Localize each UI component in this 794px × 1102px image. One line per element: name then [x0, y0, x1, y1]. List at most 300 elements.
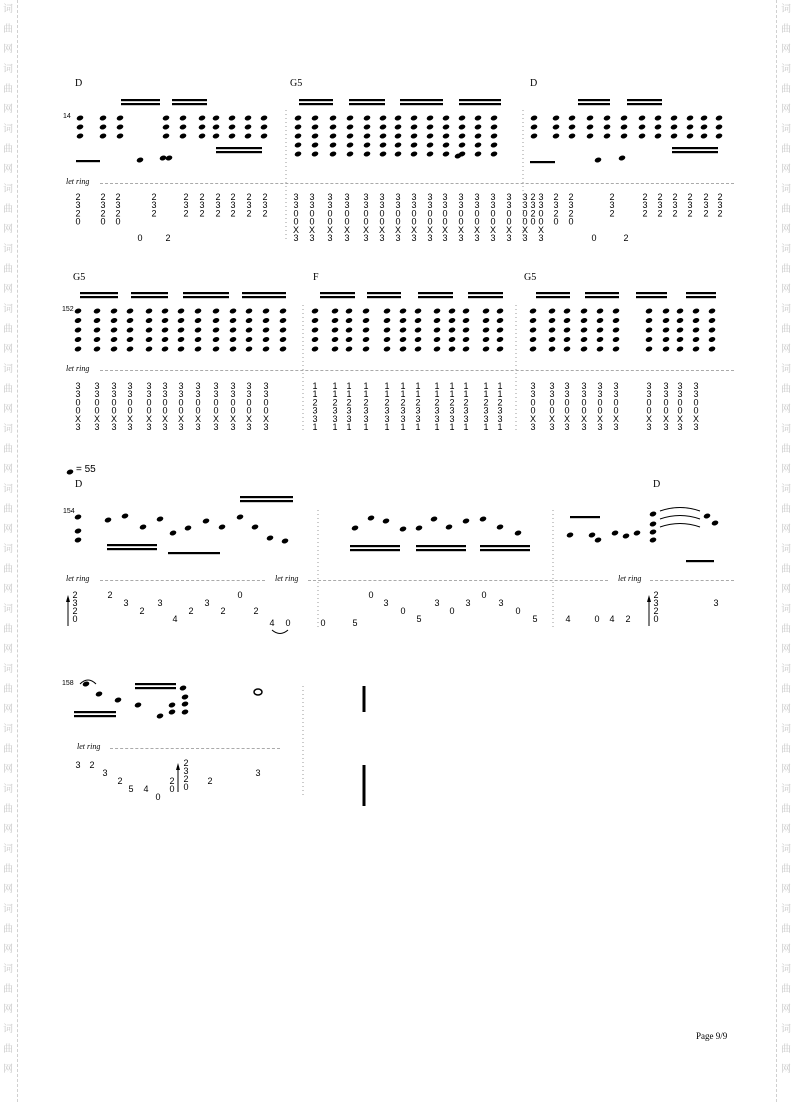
- beam: [299, 99, 333, 101]
- tab-number: 0: [237, 590, 243, 600]
- tab-number: 3: [642, 200, 648, 211]
- watermark-glyph: 网: [3, 44, 13, 55]
- tab-number: 3: [263, 422, 269, 432]
- tab-number: 3: [75, 200, 81, 211]
- beam: [216, 151, 262, 153]
- watermark-glyph: 曲: [781, 924, 791, 935]
- tab-number: 0: [75, 216, 81, 227]
- tab-number: X: [177, 413, 185, 424]
- tab-number: 3: [530, 389, 536, 400]
- notehead: [311, 336, 319, 343]
- tab-number: 0: [195, 397, 201, 408]
- notehead: [245, 317, 253, 324]
- tab-number: 3: [434, 598, 440, 608]
- arpeggio-arrowhead: [66, 595, 70, 602]
- tab-number: 0: [400, 606, 406, 616]
- tab-number: 2: [183, 208, 189, 219]
- notehead: [218, 524, 226, 531]
- notehead: [311, 124, 319, 131]
- notehead: [212, 317, 220, 324]
- tab-number: 0: [213, 397, 219, 408]
- tab-number: 0: [115, 216, 121, 227]
- tab-number: 1: [463, 389, 469, 400]
- beam: [459, 103, 501, 105]
- tab-number: 3: [111, 422, 117, 432]
- tab-number: 2: [215, 208, 221, 219]
- notehead: [93, 308, 101, 315]
- tab-number: 3: [344, 200, 350, 211]
- tab-number: 0: [162, 397, 168, 408]
- notehead: [612, 317, 620, 324]
- tab-number: 3: [657, 200, 663, 211]
- tab-number: 5: [352, 618, 358, 628]
- watermark-glyph: 曲: [781, 984, 791, 995]
- tab-number: 1: [332, 389, 338, 400]
- notehead: [692, 346, 700, 353]
- tab-number: 3: [449, 405, 455, 416]
- notehead: [670, 124, 678, 131]
- tab-number: 0: [230, 405, 236, 416]
- notehead: [490, 142, 498, 149]
- notehead: [670, 115, 678, 122]
- notehead: [345, 308, 353, 315]
- beam: [636, 292, 667, 294]
- tab-number: 1: [312, 381, 318, 391]
- notehead: [676, 327, 684, 334]
- watermark-glyph: 词: [781, 664, 791, 675]
- notehead: [563, 346, 571, 353]
- notehead: [676, 346, 684, 353]
- notehead: [448, 327, 456, 334]
- notehead: [212, 336, 220, 343]
- tab-number: 0: [427, 208, 433, 219]
- tab-number: 0: [597, 405, 603, 416]
- notehead: [95, 691, 103, 698]
- tab-number: 3: [395, 233, 401, 243]
- beam: [240, 500, 293, 502]
- tab-number: 2: [434, 397, 440, 408]
- tab-number: 3: [564, 389, 570, 400]
- tab-number: 3: [72, 598, 78, 608]
- tab-number: 2: [717, 192, 723, 202]
- notehead: [251, 524, 259, 531]
- tab-number: 3: [263, 389, 269, 400]
- notehead: [198, 133, 206, 140]
- notehead: [548, 336, 556, 343]
- notehead: [145, 327, 153, 334]
- beam: [418, 292, 453, 294]
- watermark-glyph: 网: [3, 1064, 13, 1075]
- notehead: [194, 308, 202, 315]
- watermark-glyph: 词: [3, 844, 13, 855]
- tab-number: 1: [434, 381, 440, 391]
- watermark-glyph: 词: [781, 424, 791, 435]
- tab-number: 3: [146, 422, 152, 432]
- whole-note: [254, 689, 262, 695]
- watermark-glyph: 曲: [3, 744, 13, 755]
- notehead: [410, 133, 418, 140]
- watermark-glyph: 网: [3, 284, 13, 295]
- tab-number: 5: [532, 614, 538, 624]
- notehead: [331, 346, 339, 353]
- tie: [660, 524, 700, 528]
- let-ring-label: let ring: [66, 574, 90, 583]
- tab-number: 2: [703, 192, 709, 202]
- notehead: [645, 308, 653, 315]
- tab-number: 3: [693, 381, 699, 391]
- watermark-glyph: 词: [781, 4, 791, 15]
- notehead: [194, 336, 202, 343]
- tab-number: 0: [111, 405, 117, 416]
- notehead: [410, 142, 418, 149]
- beam: [480, 549, 530, 551]
- notehead: [362, 327, 370, 334]
- watermark-glyph: 曲: [781, 504, 791, 515]
- watermark-glyph: 网: [3, 704, 13, 715]
- watermark-glyph: 网: [3, 344, 13, 355]
- watermark-glyph: 词: [781, 964, 791, 975]
- notehead: [93, 336, 101, 343]
- notehead: [311, 151, 319, 158]
- tab-number: 0: [230, 397, 236, 408]
- notehead: [362, 346, 370, 353]
- tab-number: 0: [411, 208, 417, 219]
- tab-number: 3: [327, 192, 333, 202]
- tab-number: X: [126, 413, 134, 424]
- notehead: [363, 151, 371, 158]
- tab-number: 3: [597, 381, 603, 391]
- tab-number: X: [308, 224, 316, 235]
- tab-number: 3: [327, 233, 333, 243]
- beam: [80, 292, 118, 294]
- tab-number: 3: [693, 422, 699, 432]
- notehead: [603, 133, 611, 140]
- notehead: [383, 317, 391, 324]
- tab-number: 0: [127, 405, 133, 416]
- tab-number: 0: [458, 208, 464, 219]
- tab-number: 0: [327, 208, 333, 219]
- watermark-glyph: 网: [3, 764, 13, 775]
- tab-number: 3: [497, 413, 503, 424]
- beam: [121, 103, 160, 105]
- tab-number: 0: [522, 216, 528, 227]
- tab-number: 0: [309, 216, 315, 227]
- beam: [135, 687, 176, 689]
- notehead: [414, 317, 422, 324]
- tab-number: 1: [415, 422, 421, 432]
- tab-number: 3: [115, 200, 121, 211]
- notehead: [294, 124, 302, 131]
- notehead: [442, 133, 450, 140]
- tab-number: 3: [146, 389, 152, 400]
- tab-number: X: [645, 413, 653, 424]
- notehead: [181, 694, 189, 701]
- notehead: [711, 520, 719, 527]
- tab-number: 3: [384, 405, 390, 416]
- notehead: [331, 336, 339, 343]
- tab-number: 1: [312, 422, 318, 432]
- tab-number: 3: [195, 389, 201, 400]
- tab-number: 2: [75, 192, 81, 202]
- watermark-glyph: 曲: [3, 24, 13, 35]
- tab-number: 3: [663, 422, 669, 432]
- beam: [242, 296, 286, 298]
- tab-number: X: [110, 413, 118, 424]
- tab-number: 3: [427, 200, 433, 211]
- notehead: [563, 317, 571, 324]
- watermark-glyph: 网: [781, 884, 791, 895]
- measure-number: 14: [63, 113, 71, 120]
- watermark-glyph: 词: [3, 304, 13, 315]
- notehead: [410, 124, 418, 131]
- notehead: [145, 336, 153, 343]
- notehead: [433, 308, 441, 315]
- notehead: [367, 515, 375, 522]
- watermark-glyph: 网: [781, 1004, 791, 1015]
- notehead: [179, 133, 187, 140]
- notehead: [184, 525, 192, 532]
- beam: [367, 296, 401, 298]
- notehead: [66, 469, 74, 476]
- tab-number: 3: [530, 381, 536, 391]
- watermark-glyph: 曲: [781, 624, 791, 635]
- tab-number: 0: [246, 397, 252, 408]
- tab-number: 1: [483, 389, 489, 400]
- notehead: [104, 517, 112, 524]
- tab-number: 0: [663, 397, 669, 408]
- tab-number: X: [505, 224, 513, 235]
- tab-number: 0: [581, 397, 587, 408]
- beam: [350, 545, 400, 547]
- tab-number: 2: [384, 397, 390, 408]
- notehead: [145, 308, 153, 315]
- notehead: [363, 142, 371, 149]
- let-ring-line: [100, 370, 734, 371]
- tab-number: 3: [677, 381, 683, 391]
- notehead: [379, 133, 387, 140]
- notehead: [383, 336, 391, 343]
- notehead: [245, 327, 253, 334]
- notehead: [177, 336, 185, 343]
- watermark-glyph: 曲: [781, 384, 791, 395]
- tab-number: 3: [553, 200, 559, 211]
- tab-number: 0: [411, 216, 417, 227]
- tab-number: 0: [368, 590, 374, 600]
- notehead: [244, 133, 252, 140]
- tab-number: 3: [332, 413, 338, 424]
- notehead: [708, 308, 716, 315]
- notehead: [99, 124, 107, 131]
- tab-number: 2: [117, 776, 123, 786]
- tab-number: 3: [458, 200, 464, 211]
- beam: [627, 99, 662, 101]
- tab-number: 5: [416, 614, 422, 624]
- watermark-glyph: 词: [781, 544, 791, 555]
- tab-number: 0: [591, 233, 597, 243]
- measure-number: 152: [62, 306, 74, 313]
- notehead: [458, 142, 466, 149]
- watermark-glyph: 网: [3, 884, 13, 895]
- chord-label: G5: [290, 78, 303, 89]
- notehead: [74, 346, 82, 353]
- notehead: [394, 142, 402, 149]
- tab-number: 3: [400, 405, 406, 416]
- tab-number: 2: [642, 192, 648, 202]
- notehead: [179, 124, 187, 131]
- tab-number: 0: [285, 618, 291, 628]
- tab-number: 3: [609, 200, 615, 211]
- watermark-glyph: 词: [3, 544, 13, 555]
- tab-number: 2: [553, 192, 559, 202]
- tab-number: 3: [75, 760, 81, 770]
- tab-number: 0: [564, 405, 570, 416]
- watermark-glyph: 网: [3, 1004, 13, 1015]
- tab-number: 3: [549, 422, 555, 432]
- watermark-glyph: 网: [3, 584, 13, 595]
- tab-number: 2: [230, 192, 236, 202]
- arpeggio-arrowhead: [176, 763, 180, 770]
- notehead: [410, 151, 418, 158]
- tab-number: 3: [474, 192, 480, 202]
- chord-label: G5: [524, 272, 537, 283]
- tab-number: 3: [677, 422, 683, 432]
- watermark-glyph: 曲: [781, 1044, 791, 1055]
- notehead: [462, 317, 470, 324]
- notehead: [74, 317, 82, 324]
- tab-number: 0: [178, 397, 184, 408]
- notehead: [552, 133, 560, 140]
- tab-number: 3: [312, 413, 318, 424]
- chord-label: D: [75, 78, 83, 89]
- page-number: Page 9/9: [696, 1031, 728, 1041]
- tab-number: 3: [522, 233, 528, 243]
- tab-number: 3: [94, 381, 100, 391]
- tab-number: 3: [363, 200, 369, 211]
- beam: [172, 99, 207, 101]
- watermark-glyph: 词: [3, 4, 13, 15]
- beam: [480, 545, 530, 547]
- notehead: [168, 702, 176, 709]
- tab-number: 3: [400, 413, 406, 424]
- tab-number: 1: [497, 389, 503, 400]
- beam: [350, 549, 400, 551]
- watermark-glyph: 词: [781, 364, 791, 375]
- tab-number: 0: [538, 208, 544, 219]
- tab-number: 0: [246, 405, 252, 416]
- notehead: [645, 327, 653, 334]
- beam: [686, 292, 716, 294]
- beam: [74, 711, 116, 713]
- tab-number: 3: [263, 381, 269, 391]
- watermark-glyph: 词: [781, 124, 791, 135]
- tab-number: 3: [383, 598, 389, 608]
- tab-number: 0: [169, 784, 175, 794]
- tab-number: 0: [127, 397, 133, 408]
- notehead: [568, 124, 576, 131]
- tab-number: 2: [717, 208, 723, 219]
- tab-number: 2: [183, 192, 189, 202]
- beam: [107, 548, 157, 550]
- tab-number: 1: [332, 381, 338, 391]
- notehead: [228, 124, 236, 131]
- tab-number: 2: [687, 192, 693, 202]
- tab-number: 2: [199, 192, 205, 202]
- let-ring-line: [650, 580, 734, 581]
- tab-number: 1: [363, 389, 369, 400]
- chord-label: D: [653, 479, 661, 490]
- tab-number: 2: [115, 192, 121, 202]
- notehead: [474, 124, 482, 131]
- notehead: [414, 308, 422, 315]
- tab-number: 1: [384, 381, 390, 391]
- tab-number: 2: [100, 208, 106, 219]
- tab-number: 0: [344, 216, 350, 227]
- watermark-glyph: 词: [3, 64, 13, 75]
- tab-number: 0: [549, 397, 555, 408]
- notehead: [654, 133, 662, 140]
- tab-number: 1: [483, 422, 489, 432]
- notehead: [414, 336, 422, 343]
- let-ring-line: [308, 580, 608, 581]
- watermark-glyph: 词: [3, 964, 13, 975]
- tab-number: 0: [568, 216, 574, 227]
- watermark-glyph: 词: [781, 244, 791, 255]
- tab-number: 3: [213, 389, 219, 400]
- tab-number: 0: [395, 216, 401, 227]
- notehead: [116, 115, 124, 122]
- notehead: [161, 317, 169, 324]
- let-ring-label: let ring: [66, 177, 90, 186]
- tab-number: X: [229, 413, 237, 424]
- notehead: [76, 133, 84, 140]
- notehead: [383, 308, 391, 315]
- tab-number: 3: [458, 233, 464, 243]
- notehead: [580, 317, 588, 324]
- beam: [536, 292, 570, 294]
- notehead: [363, 133, 371, 140]
- notehead: [700, 133, 708, 140]
- tab-number: 3: [506, 233, 512, 243]
- notehead: [442, 151, 450, 158]
- tab-number: 2: [530, 208, 536, 219]
- notehead: [161, 308, 169, 315]
- tab-number: 0: [564, 397, 570, 408]
- notehead: [136, 157, 144, 164]
- tab-number: 0: [75, 405, 81, 416]
- tab-number: 0: [490, 208, 496, 219]
- notehead: [670, 133, 678, 140]
- watermark-glyph: 网: [3, 824, 13, 835]
- tab-number: 2: [151, 192, 157, 202]
- notehead: [586, 124, 594, 131]
- watermark-glyph: 词: [3, 124, 13, 135]
- tab-number: 1: [497, 381, 503, 391]
- notehead: [482, 327, 490, 334]
- watermark-glyph: 曲: [781, 24, 791, 35]
- tie: [660, 508, 700, 512]
- tab-number: 3: [483, 413, 489, 424]
- notehead: [529, 327, 537, 334]
- tab-number: 3: [230, 422, 236, 432]
- notehead: [654, 115, 662, 122]
- notehead: [262, 308, 270, 315]
- tab-number: 3: [411, 233, 417, 243]
- tab-number: X: [245, 413, 253, 424]
- notehead: [496, 346, 504, 353]
- notehead: [346, 133, 354, 140]
- notehead: [580, 336, 588, 343]
- watermark-glyph: 词: [3, 724, 13, 735]
